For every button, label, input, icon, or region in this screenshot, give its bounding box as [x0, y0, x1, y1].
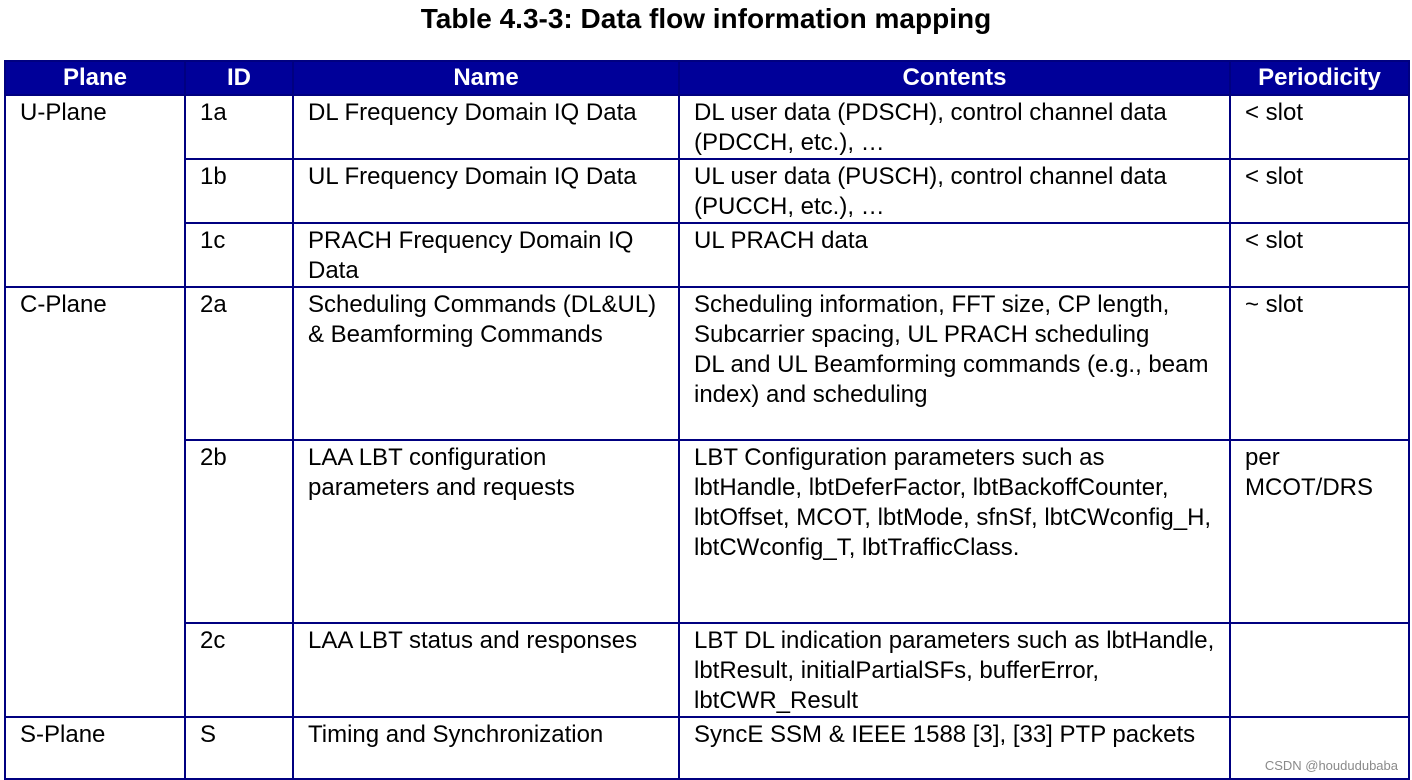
- contents-cell: LBT DL indication parameters such as lbtHandle, lbtResult, initialPartialSFs, bufferError, lbtCWR_Result: [679, 623, 1230, 717]
- table-title: Table 4.3-3: Data flow information mapping: [420, 3, 992, 34]
- id-cell: 2c: [185, 623, 293, 717]
- plane-cell: U-Plane: [5, 95, 185, 287]
- name-cell: LAA LBT configuration parameters and requests: [293, 440, 679, 623]
- table-row: [5, 287, 1409, 440]
- periodicity-cell: < slot: [1230, 223, 1409, 287]
- data-flow-table: [4, 60, 1410, 780]
- table-row: [5, 95, 1409, 159]
- periodicity-cell: ~ slot: [1230, 287, 1409, 440]
- watermark-text: CSDN @hoududubaba: [1264, 758, 1398, 773]
- column-header-name: Name: [293, 61, 679, 95]
- periodicity-cell: [1230, 623, 1409, 717]
- periodicity-cell: < slot: [1230, 159, 1409, 223]
- table-row: [5, 223, 1409, 287]
- table-row: [5, 440, 1409, 623]
- plane-cell: S-Plane: [5, 717, 185, 779]
- contents-cell: UL user data (PUSCH), control channel data (PUCCH, etc.), …: [679, 159, 1230, 223]
- name-cell: LAA LBT status and responses: [293, 623, 679, 717]
- name-cell: Scheduling Commands (DL&UL) & Beamforming Commands: [293, 287, 679, 440]
- table-row: [5, 717, 1409, 779]
- name-cell: Timing and Synchronization: [293, 717, 679, 779]
- column-header-periodicity: Periodicity: [1230, 61, 1409, 95]
- contents-cell: DL user data (PDSCH), control channel data (PDCCH, etc.), …: [679, 95, 1230, 159]
- id-cell: 2b: [185, 440, 293, 623]
- table-row: [5, 159, 1409, 223]
- column-header-plane: Plane: [5, 61, 185, 95]
- id-cell: S: [185, 717, 293, 779]
- contents-cell: SyncE SSM & IEEE 1588 [3], [33] PTP packets: [679, 717, 1230, 779]
- name-cell: PRACH Frequency Domain IQ Data: [293, 223, 679, 287]
- contents-cell: Scheduling information, FFT size, CP length, Subcarrier spacing, UL PRACH scheduling DL and UL Beamforming commands (e.g., beam index) and scheduling: [679, 287, 1230, 440]
- column-header-contents: Contents: [679, 61, 1230, 95]
- name-cell: DL Frequency Domain IQ Data: [293, 95, 679, 159]
- id-cell: 1c: [185, 223, 293, 287]
- id-cell: 2a: [185, 287, 293, 440]
- contents-cell: UL PRACH data: [679, 223, 1230, 287]
- table-row: [5, 623, 1409, 717]
- plane-cell: C-Plane: [5, 287, 185, 717]
- name-cell: UL Frequency Domain IQ Data: [293, 159, 679, 223]
- periodicity-cell: < slot: [1230, 95, 1409, 159]
- header-row: [5, 61, 1409, 95]
- column-header-id: ID: [185, 61, 293, 95]
- id-cell: 1a: [185, 95, 293, 159]
- contents-cell: LBT Configuration parameters such as lbtHandle, lbtDeferFactor, lbtBackoffCounter, lbtOffset, MCOT, lbtMode, sfnSf, lbtCWconfig_H, lbtCWconfig_T, lbtTrafficClass.: [679, 440, 1230, 623]
- periodicity-cell: per MCOT/DRS: [1230, 440, 1409, 623]
- id-cell: 1b: [185, 159, 293, 223]
